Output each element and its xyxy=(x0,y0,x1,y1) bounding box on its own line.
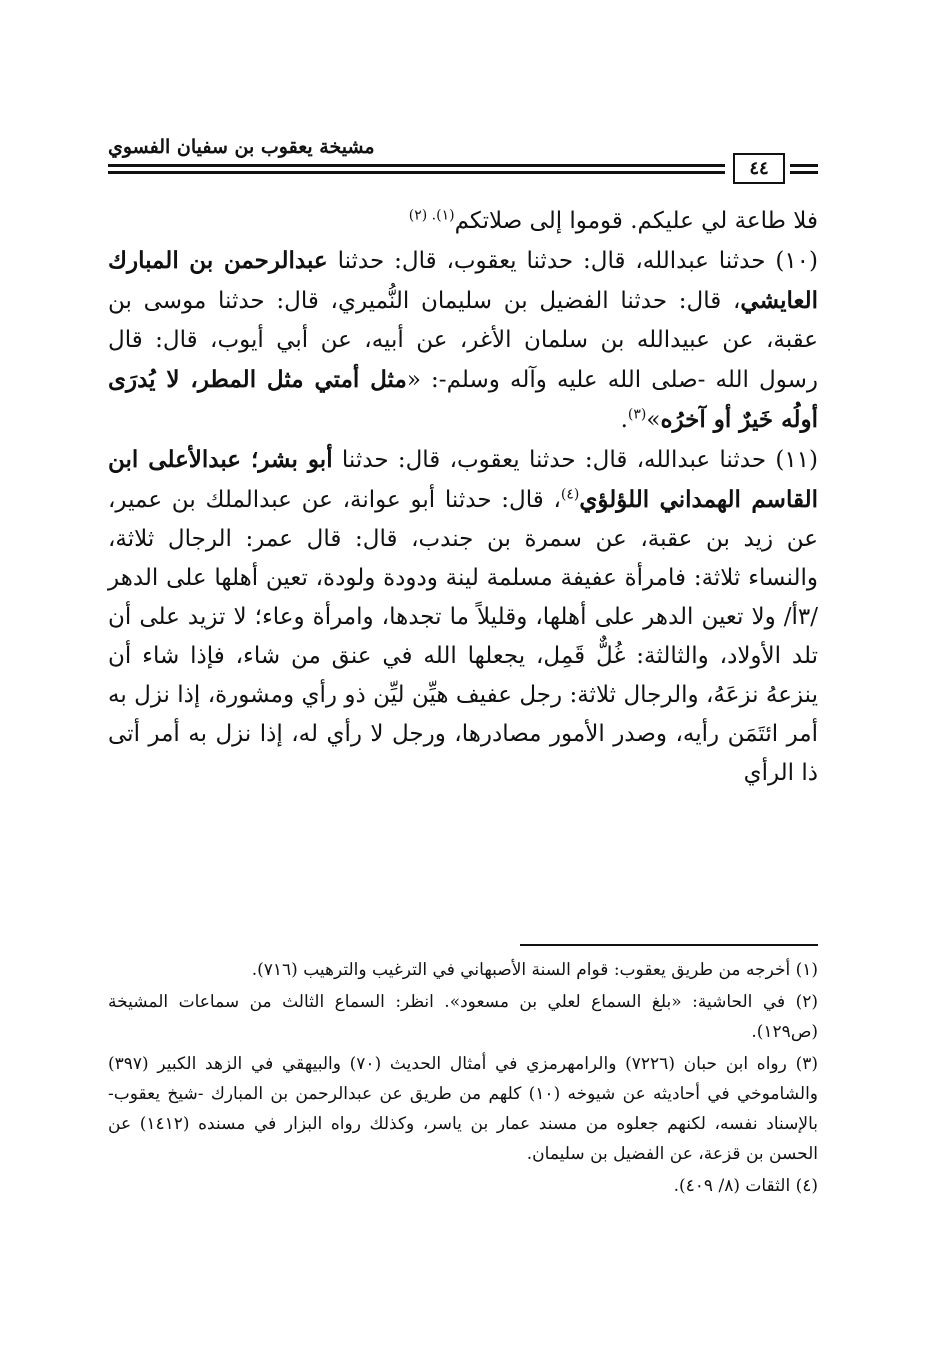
hadith-10 xyxy=(108,241,818,440)
footnote-2: (٢) في الحاشية: «بلغ السماع لعلي بن مسعود». انظر: السماع الثالث من سماعات المشيخة (ص١٢٩). xyxy=(108,992,818,1042)
footnote-1: (١) أخرجه من طريق يعقوب: قوام السنة الأصبهاني في الترغيب والترهيب (٧١٦). xyxy=(251,960,818,980)
hadith-10-quote-end: » xyxy=(646,407,661,433)
hadith-10-tail: . xyxy=(620,407,628,433)
intro-footnote-refs: (١). (٢) xyxy=(408,207,455,224)
footnote-4: (٤) الثقات (٨/ ٤٠٩). xyxy=(673,1176,818,1196)
hadith-11-footnote-ref: (٤) xyxy=(560,486,580,503)
hadith-10-narrator: عبدالرحمن بن المبارك العايشي xyxy=(108,247,818,314)
intro-text: فلا طاعة لي عليكم. قوموا إلى صلاتكم xyxy=(454,208,818,234)
main-text xyxy=(108,202,818,793)
header-rule-thick xyxy=(108,164,725,167)
hadith-11-lead: (١١) حدثنا عبدالله، قال: حدثنا يعقوب، قال: حدثنا xyxy=(341,447,819,473)
hadith-10-footnote-ref: (٣) xyxy=(627,406,647,423)
header-rule-thin xyxy=(108,171,725,174)
hadith-10-quote: مثل أمتي مثل المطر، لا يُدرَى أولُه خَيرٌ أو آخرُه xyxy=(108,366,818,433)
page-number: ٤٤ xyxy=(733,153,785,184)
running-header-title: مشيخة يعقوب بن سفيان الفسوي xyxy=(108,136,375,158)
hadith-11-text: ، قال: حدثنا أبو عوانة، عن عبدالملك بن عمير، عن زيد بن عقبة، عن سمرة بن جندب، قال: قال عمر: الرجال ثلاثة، والنساء ثلاثة: فامرأة عفيفة مسلمة لينة ودودة ولودة، تعين أهلها على الدهر /٣أ/ ولا تعين الدهر على أهلها، وقليلاً ما تجدها، وامرأة وعاء؛ لا تزيد على أن تلد الأولاد، والثالثة: غُلٌّ قَمِل، يجعلها الله في عنق من شاء، فإذا شاء أن ينزعهُ نزعَهُ، والرجال ثلاثة: رجل عفيف هيِّن ليِّن ذو رأي ومشورة، إذا نزل به أمر ائتَمَن رأيه، وصدر الأمور مصادرها، ورجل لا رأي له، إذا نزل به أمر أتى ذا الرأي xyxy=(108,487,818,786)
footnote-separator xyxy=(520,944,818,946)
header-rule-right-bottom xyxy=(790,171,818,174)
hadith-11 xyxy=(108,440,818,793)
footnotes xyxy=(108,955,818,1203)
footnote-3: (٣) رواه ابن حبان (٧٢٢٦) والرامهرمزي في أمثال الحديث (٧٠) والبيهقي في الزهد الكبير (٣٩٧) والشاموخي في أحاديثه عن شيوخه (١٠) كلهم من طريق عن عبدالرحمن بن المبارك -شيخ يعقوب- بالإسناد نفسه، لكنهم جعلوه من مسند عمار بن ياسر، وكذلك رواه البزار في مسنده (١٤١٢) عن الحسن بن قزعة، عن الفضيل بن سليمان. xyxy=(108,1054,818,1164)
hadith-10-chain: ، قال: حدثنا الفضيل بن سليمان النُّميري، قال: حدثنا موسى بن عقبة، عن عبيدالله بن سلمان الأغر، عن أبيه، عن أبي أيوب، قال: قال رسول الله -صلى الله عليه وآله وسلم-: « xyxy=(108,288,819,393)
hadith-10-lead: (١٠) حدثنا عبدالله، قال: حدثنا يعقوب، قال: حدثنا xyxy=(337,248,819,274)
intro-paragraph xyxy=(108,202,818,241)
hadith-11-narrator: أبو بشر؛ عبدالأعلى ابن القاسم الهمداني اللؤلؤي xyxy=(108,446,818,513)
header-rule-right-top xyxy=(790,164,818,167)
